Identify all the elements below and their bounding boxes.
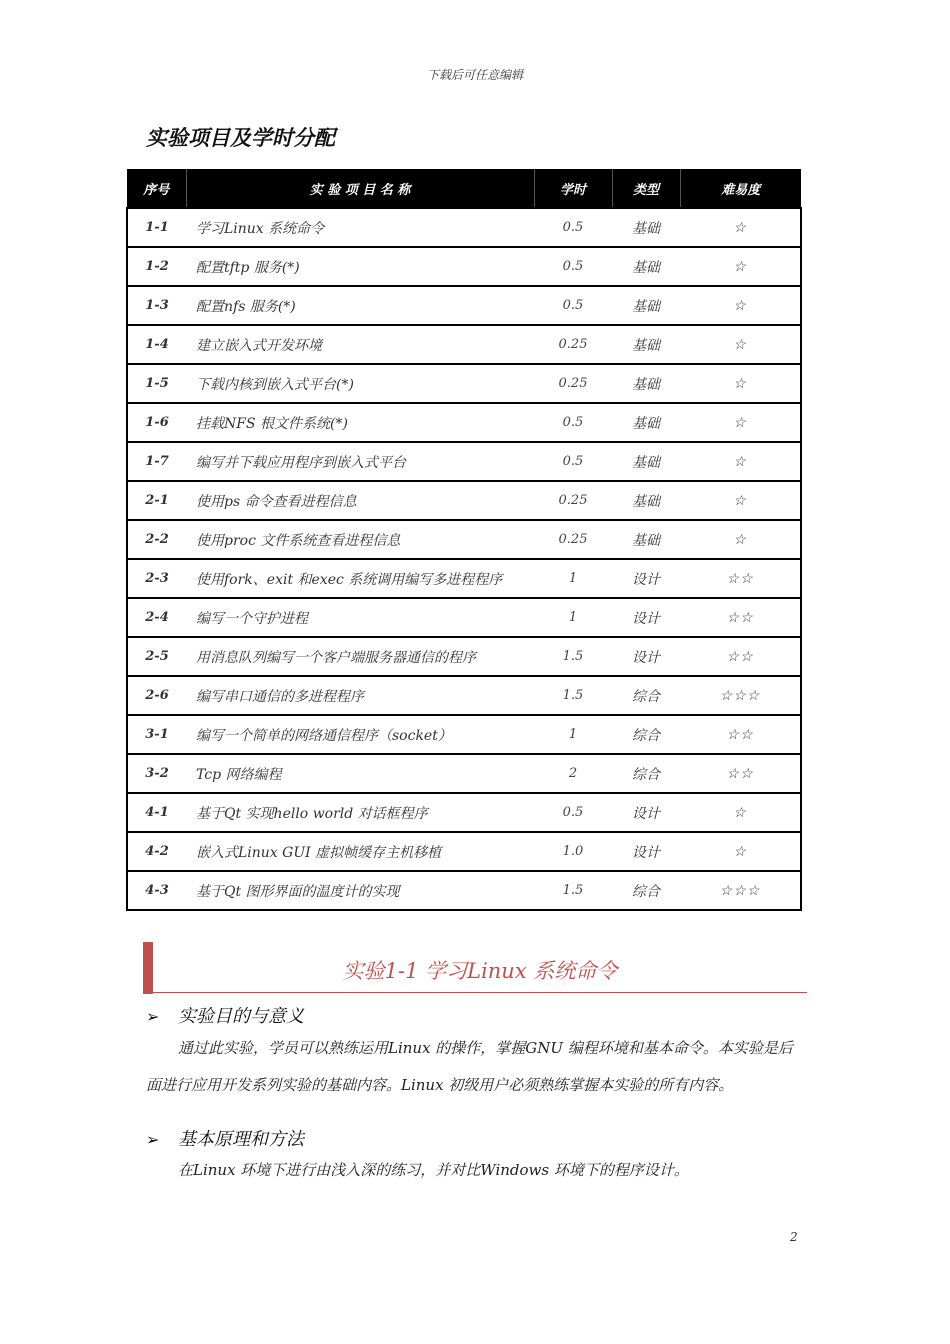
table-row <box>127 637 801 676</box>
row-id-cell: 2-6 <box>127 676 186 715</box>
row-type-cell: 设计 <box>612 793 680 832</box>
method-paragraph: 在Linux 环境下进行由浅入深的练习，并对比Windows 环境下的程序设计。 <box>178 1161 689 1179</box>
table-body <box>127 208 801 910</box>
table-header-row <box>127 169 801 208</box>
row-difficulty-cell: ☆ <box>680 481 801 520</box>
document-title: 实验项目及学时分配 <box>146 126 335 150</box>
row-hours-cell: 2 <box>534 754 612 793</box>
table-row <box>127 793 801 832</box>
row-difficulty-cell: ☆ <box>680 832 801 871</box>
row-name-cell: 学习Linux 系统命令 <box>186 208 534 247</box>
row-type-cell: 基础 <box>612 247 680 286</box>
row-difficulty-cell: ☆ <box>680 793 801 832</box>
row-id-cell: 1-2 <box>127 247 186 286</box>
row-name-cell: 挂载NFS 根文件系统(*) <box>186 403 534 442</box>
section-title: 实验1-1 学习Linux 系统命令 <box>342 959 618 983</box>
row-hours-cell: 1.5 <box>534 637 612 676</box>
table-row <box>127 559 801 598</box>
row-difficulty-cell: ☆☆ <box>680 715 801 754</box>
row-name-cell: 配置tftp 服务(*) <box>186 247 534 286</box>
page-number: 2 <box>790 1230 798 1244</box>
row-id-cell: 1-5 <box>127 364 186 403</box>
row-name-cell: 编写一个守护进程 <box>186 598 534 637</box>
table-row <box>127 832 801 871</box>
row-hours-cell: 0.25 <box>534 364 612 403</box>
table-row <box>127 520 801 559</box>
row-type-cell: 基础 <box>612 520 680 559</box>
bullet-arrow-icon: ➢ <box>146 1007 160 1026</box>
column-header-id: 序号 <box>127 169 186 208</box>
bullet-arrow-icon: ➢ <box>146 1130 160 1149</box>
row-difficulty-cell: ☆ <box>680 325 801 364</box>
row-name-cell: 用消息队列编写一个客户端服务器通信的程序 <box>186 637 534 676</box>
table-row <box>127 871 801 910</box>
row-type-cell: 设计 <box>612 598 680 637</box>
row-hours-cell: 1.5 <box>534 871 612 910</box>
table-row <box>127 715 801 754</box>
row-type-cell: 综合 <box>612 871 680 910</box>
row-id-cell: 3-1 <box>127 715 186 754</box>
table-row <box>127 754 801 793</box>
row-name-cell: 配置nfs 服务(*) <box>186 286 534 325</box>
row-difficulty-cell: ☆ <box>680 520 801 559</box>
row-difficulty-cell: ☆ <box>680 364 801 403</box>
page-header-note: 下载后可任意编辑 <box>426 68 523 82</box>
row-type-cell: 设计 <box>612 637 680 676</box>
row-id-cell: 3-2 <box>127 754 186 793</box>
row-type-cell: 综合 <box>612 754 680 793</box>
table-row <box>127 403 801 442</box>
row-hours-cell: 1 <box>534 715 612 754</box>
row-id-cell: 1-1 <box>127 208 186 247</box>
table-row <box>127 286 801 325</box>
row-difficulty-cell: ☆☆ <box>680 559 801 598</box>
row-name-cell: 下载内核到嵌入式平台(*) <box>186 364 534 403</box>
purpose-paragraph: 通过此实验，学员可以熟练运用Linux 的操作，掌握GNU 编程环境和基本命令。本实验是后面进行应用开发系列实验的基础内容。Linux 初级用户必须熟练掌握本实验的所有内容。 <box>146 1039 793 1094</box>
row-id-cell: 1-4 <box>127 325 186 364</box>
row-hours-cell: 1.5 <box>534 676 612 715</box>
table-row <box>127 364 801 403</box>
section-underline <box>153 992 807 993</box>
row-type-cell: 基础 <box>612 364 680 403</box>
row-id-cell: 4-3 <box>127 871 186 910</box>
table-row <box>127 442 801 481</box>
row-name-cell: 基于Qt 图形界面的温度计的实现 <box>186 871 534 910</box>
row-id-cell: 2-4 <box>127 598 186 637</box>
row-type-cell: 基础 <box>612 208 680 247</box>
method-heading <box>146 1125 304 1151</box>
row-hours-cell: 0.25 <box>534 325 612 364</box>
row-hours-cell: 0.5 <box>534 442 612 481</box>
row-difficulty-cell: ☆☆ <box>680 754 801 793</box>
table-row <box>127 598 801 637</box>
row-id-cell: 4-2 <box>127 832 186 871</box>
purpose-heading <box>146 1002 304 1028</box>
method-heading-text: 基本原理和方法 <box>178 1129 304 1150</box>
row-hours-cell: 1 <box>534 598 612 637</box>
row-hours-cell: 0.5 <box>534 403 612 442</box>
column-header-name: 实 验 项 目 名 称 <box>186 169 534 208</box>
row-id-cell: 2-1 <box>127 481 186 520</box>
column-header-type: 类型 <box>612 169 680 208</box>
purpose-heading-text: 实验目的与意义 <box>178 1006 304 1027</box>
row-id-cell: 1-6 <box>127 403 186 442</box>
table-row <box>127 481 801 520</box>
table-row <box>127 325 801 364</box>
row-hours-cell: 1.0 <box>534 832 612 871</box>
row-name-cell: 编写一个简单的网络通信程序（socket） <box>186 715 534 754</box>
row-name-cell: 使用fork、exit 和exec 系统调用编写多进程程序 <box>186 559 534 598</box>
column-header-difficulty: 难易度 <box>680 169 801 208</box>
row-type-cell: 设计 <box>612 559 680 598</box>
column-header-hours: 学时 <box>534 169 612 208</box>
row-hours-cell: 0.25 <box>534 520 612 559</box>
row-difficulty-cell: ☆ <box>680 403 801 442</box>
row-name-cell: 编写串口通信的多进程程序 <box>186 676 534 715</box>
row-name-cell: 基于Qt 实现hello world 对话框程序 <box>186 793 534 832</box>
table-row <box>127 676 801 715</box>
row-name-cell: Tcp 网络编程 <box>186 754 534 793</box>
row-hours-cell: 0.5 <box>534 793 612 832</box>
section-accent-bar <box>143 942 153 994</box>
row-hours-cell: 0.5 <box>534 247 612 286</box>
row-id-cell: 2-3 <box>127 559 186 598</box>
row-type-cell: 综合 <box>612 715 680 754</box>
row-type-cell: 基础 <box>612 481 680 520</box>
row-difficulty-cell: ☆☆ <box>680 598 801 637</box>
row-difficulty-cell: ☆ <box>680 208 801 247</box>
row-difficulty-cell: ☆ <box>680 286 801 325</box>
row-type-cell: 基础 <box>612 442 680 481</box>
row-name-cell: 使用ps 命令查看进程信息 <box>186 481 534 520</box>
row-type-cell: 基础 <box>612 286 680 325</box>
row-id-cell: 2-2 <box>127 520 186 559</box>
table-row <box>127 208 801 247</box>
row-hours-cell: 0.25 <box>534 481 612 520</box>
row-hours-cell: 0.5 <box>534 208 612 247</box>
row-difficulty-cell: ☆☆ <box>680 637 801 676</box>
row-type-cell: 综合 <box>612 676 680 715</box>
row-difficulty-cell: ☆ <box>680 442 801 481</box>
row-id-cell: 2-5 <box>127 637 186 676</box>
row-difficulty-cell: ☆ <box>680 247 801 286</box>
row-difficulty-cell: ☆☆☆ <box>680 871 801 910</box>
row-type-cell: 设计 <box>612 832 680 871</box>
row-name-cell: 使用proc 文件系统查看进程信息 <box>186 520 534 559</box>
row-name-cell: 嵌入式Linux GUI 虚拟帧缓存主机移植 <box>186 832 534 871</box>
row-type-cell: 基础 <box>612 403 680 442</box>
row-type-cell: 基础 <box>612 325 680 364</box>
row-name-cell: 编写并下载应用程序到嵌入式平台 <box>186 442 534 481</box>
row-name-cell: 建立嵌入式开发环境 <box>186 325 534 364</box>
row-hours-cell: 0.5 <box>534 286 612 325</box>
row-hours-cell: 1 <box>534 559 612 598</box>
row-id-cell: 1-3 <box>127 286 186 325</box>
row-difficulty-cell: ☆☆☆ <box>680 676 801 715</box>
table-row <box>127 247 801 286</box>
lab-schedule-table <box>126 169 802 911</box>
row-id-cell: 1-7 <box>127 442 186 481</box>
row-id-cell: 4-1 <box>127 793 186 832</box>
